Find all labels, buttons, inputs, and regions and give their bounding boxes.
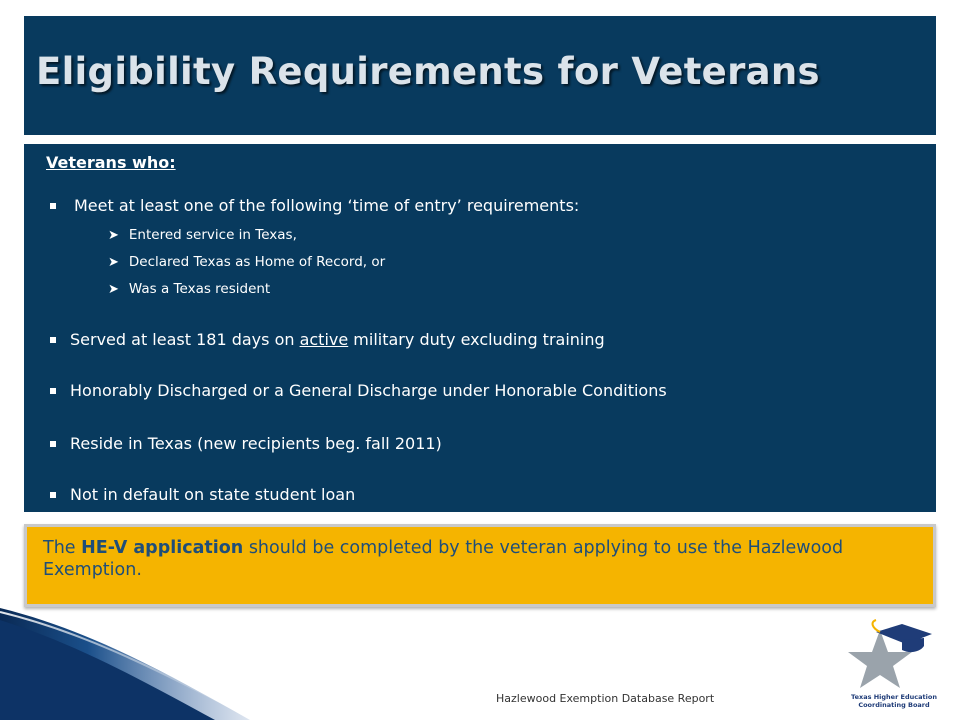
square-bullet-icon xyxy=(50,203,56,209)
sub-item-home-of-record xyxy=(108,254,385,270)
slide-title: Eligibility Requirements for Veterans xyxy=(36,50,820,93)
arrow-bullet-icon: ➤ xyxy=(108,227,119,243)
square-bullet-icon xyxy=(50,337,56,343)
logo-line-1: Texas Higher Education xyxy=(851,693,937,701)
callout-bold-text: HE-V application xyxy=(81,538,244,558)
sub-item-texas-resident xyxy=(108,281,270,297)
arrow-bullet-icon: ➤ xyxy=(108,281,119,297)
logo-caption xyxy=(848,693,940,709)
bullet-text-after: military duty excluding training xyxy=(348,330,605,349)
sub-item-text: Was a Texas resident xyxy=(128,281,271,297)
bullet-active-duty xyxy=(50,330,605,349)
decorative-swoosh xyxy=(0,590,960,720)
bullet-text: Honorably Discharged or a General Discharge under Honorable Conditions xyxy=(70,381,667,400)
bullet-text-underlined: active xyxy=(299,330,349,349)
square-bullet-icon xyxy=(50,492,56,498)
bullet-student-loan xyxy=(50,485,355,504)
bullet-reside-texas xyxy=(50,434,442,453)
square-bullet-icon xyxy=(50,388,56,394)
logo-line-2: Coordinating Board xyxy=(858,701,930,709)
bullet-text: Not in default on state student loan xyxy=(70,485,356,504)
footer-text: Hazlewood Exemption Database Report xyxy=(496,692,715,705)
arrow-bullet-icon: ➤ xyxy=(108,254,119,270)
bullet-text: Reside in Texas (new recipients beg. fall 2011) xyxy=(70,434,442,453)
requirements-heading: Veterans who: xyxy=(46,153,176,172)
bullet-discharge xyxy=(50,381,667,400)
bullet-text-before: Served at least 181 days on xyxy=(70,330,300,349)
callout-text-before: The xyxy=(43,538,82,558)
square-bullet-icon xyxy=(50,441,56,447)
sub-item-text: Entered service in Texas, xyxy=(128,227,297,243)
requirements-panel xyxy=(24,144,936,512)
sub-item-text: Declared Texas as Home of Record, or xyxy=(128,254,386,270)
bullet-time-of-entry xyxy=(50,196,579,215)
bullet-text: Meet at least one of the following ‘time of entry’ requirements: xyxy=(74,196,580,215)
sub-item-entered-service xyxy=(108,227,297,243)
callout-text-after: should be completed by the veteran applying to use the Hazlewood Exemption. xyxy=(43,538,844,580)
